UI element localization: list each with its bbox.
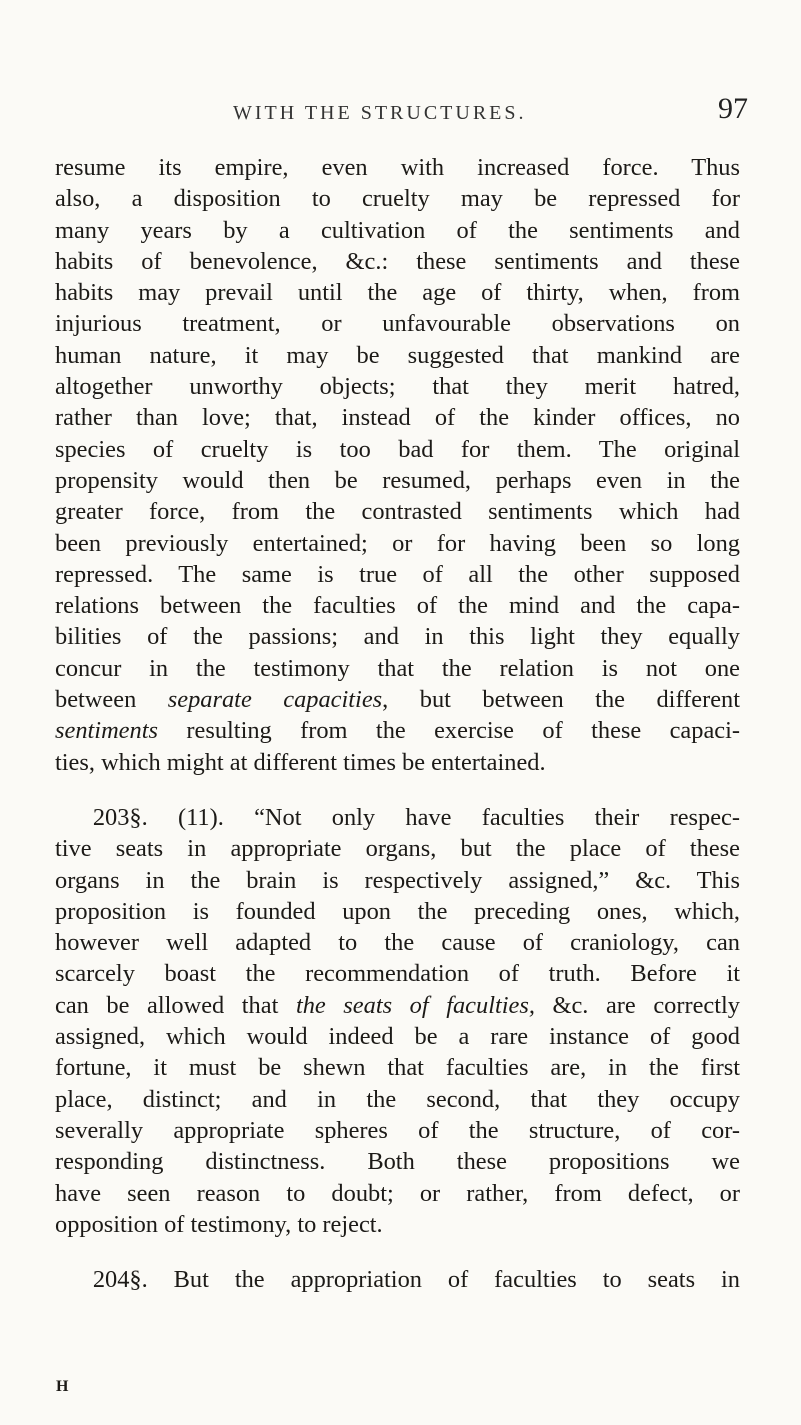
paragraph-3: [55, 1264, 740, 1295]
text-run: between: [55, 686, 168, 714]
text-run: &c. are correctly: [534, 991, 740, 1019]
text-line: species of cruelty is too bad for them. The original: [55, 435, 740, 463]
text-line: opposition of testimony, to reject.: [55, 1210, 383, 1238]
text-line: organs in the brain is respectively assigned,” &c. This: [55, 866, 740, 894]
text-line: scarcely boast the recommendation of truth. Before it: [55, 960, 740, 988]
text-line: [55, 684, 740, 715]
text-line: 204§. But the appropriation of faculties to seats in: [92, 1266, 740, 1294]
italic-phrase: separate capacities: [167, 686, 383, 714]
text-line: resume its empire, even with increased force. Thus: [55, 154, 740, 181]
text-line: tive seats in appropriate organs, but the place of these: [55, 835, 740, 863]
text-line: relations between the faculties of the mind and the capa-: [55, 592, 740, 620]
text-line: greater force, from the contrasted sentiments which had: [55, 498, 740, 526]
text-line: however well adapted to the cause of craniology, can: [55, 929, 740, 957]
text-line: human nature, it may be suggested that mankind are: [55, 341, 740, 369]
page-number: 97: [718, 92, 748, 125]
text-line: propensity would then be resumed, perhaps even in the: [55, 466, 740, 494]
text-line: habits of benevolence, &c.: these sentiments and these: [55, 247, 740, 275]
text-line: also, a disposition to cruelty may be repressed for: [55, 185, 740, 213]
text-line: proposition is founded upon the preceding ones, which,: [55, 897, 740, 925]
text-line: severally appropriate spheres of the structure, of cor-: [55, 1116, 740, 1144]
text-line: many years by a cultivation of the sentiments and: [55, 216, 740, 244]
page-header: [0, 92, 801, 132]
text-line: [55, 715, 740, 746]
text-line: been previously entertained; or for having been so long: [55, 529, 740, 557]
text-line: place, distinct; and in the second, that they occupy: [55, 1085, 740, 1113]
text-line: habits may prevail until the age of thirty, when, from: [55, 279, 740, 307]
paragraph-1: [55, 152, 740, 778]
body-text: [55, 152, 740, 1295]
text-line: repressed. The same is true of all the other supposed: [55, 560, 740, 588]
text-line: responding distinctness. Both these propositions we: [55, 1148, 740, 1176]
text-line: injurious treatment, or unfavourable observations on: [55, 310, 740, 338]
text-line: fortune, it must be shewn that faculties are, in the first: [55, 1054, 740, 1082]
text-line: rather than love; that, instead of the kinder offices, no: [55, 404, 740, 432]
text-line: 203§. (11). “Not only have faculties their respec-: [92, 803, 740, 831]
text-line: assigned, which would indeed be a rare instance of good: [55, 1023, 740, 1051]
text-line: ties, which might at different times be entertained.: [55, 748, 546, 776]
text-run: resulting from the exercise of these capaci-: [157, 717, 740, 745]
text-line: [55, 990, 740, 1021]
text-run: , but between the different: [382, 686, 741, 714]
italic-phrase: the seats of faculties,: [295, 991, 535, 1019]
text-line: bilities of the passions; and in this light they equally: [55, 623, 740, 651]
italic-phrase: sentiments: [55, 717, 158, 745]
signature-mark: H: [56, 1378, 70, 1395]
paragraph-2: [55, 802, 740, 1240]
text-line: have seen reason to doubt; or rather, from defect, or: [55, 1179, 740, 1207]
text-line: altogether unworthy objects; that they merit hatred,: [55, 373, 740, 401]
running-head: WITH THE STRUCTURES.: [233, 102, 527, 124]
text-run: can be allowed that: [55, 991, 296, 1019]
text-line: concur in the testimony that the relation is not one: [55, 654, 740, 682]
